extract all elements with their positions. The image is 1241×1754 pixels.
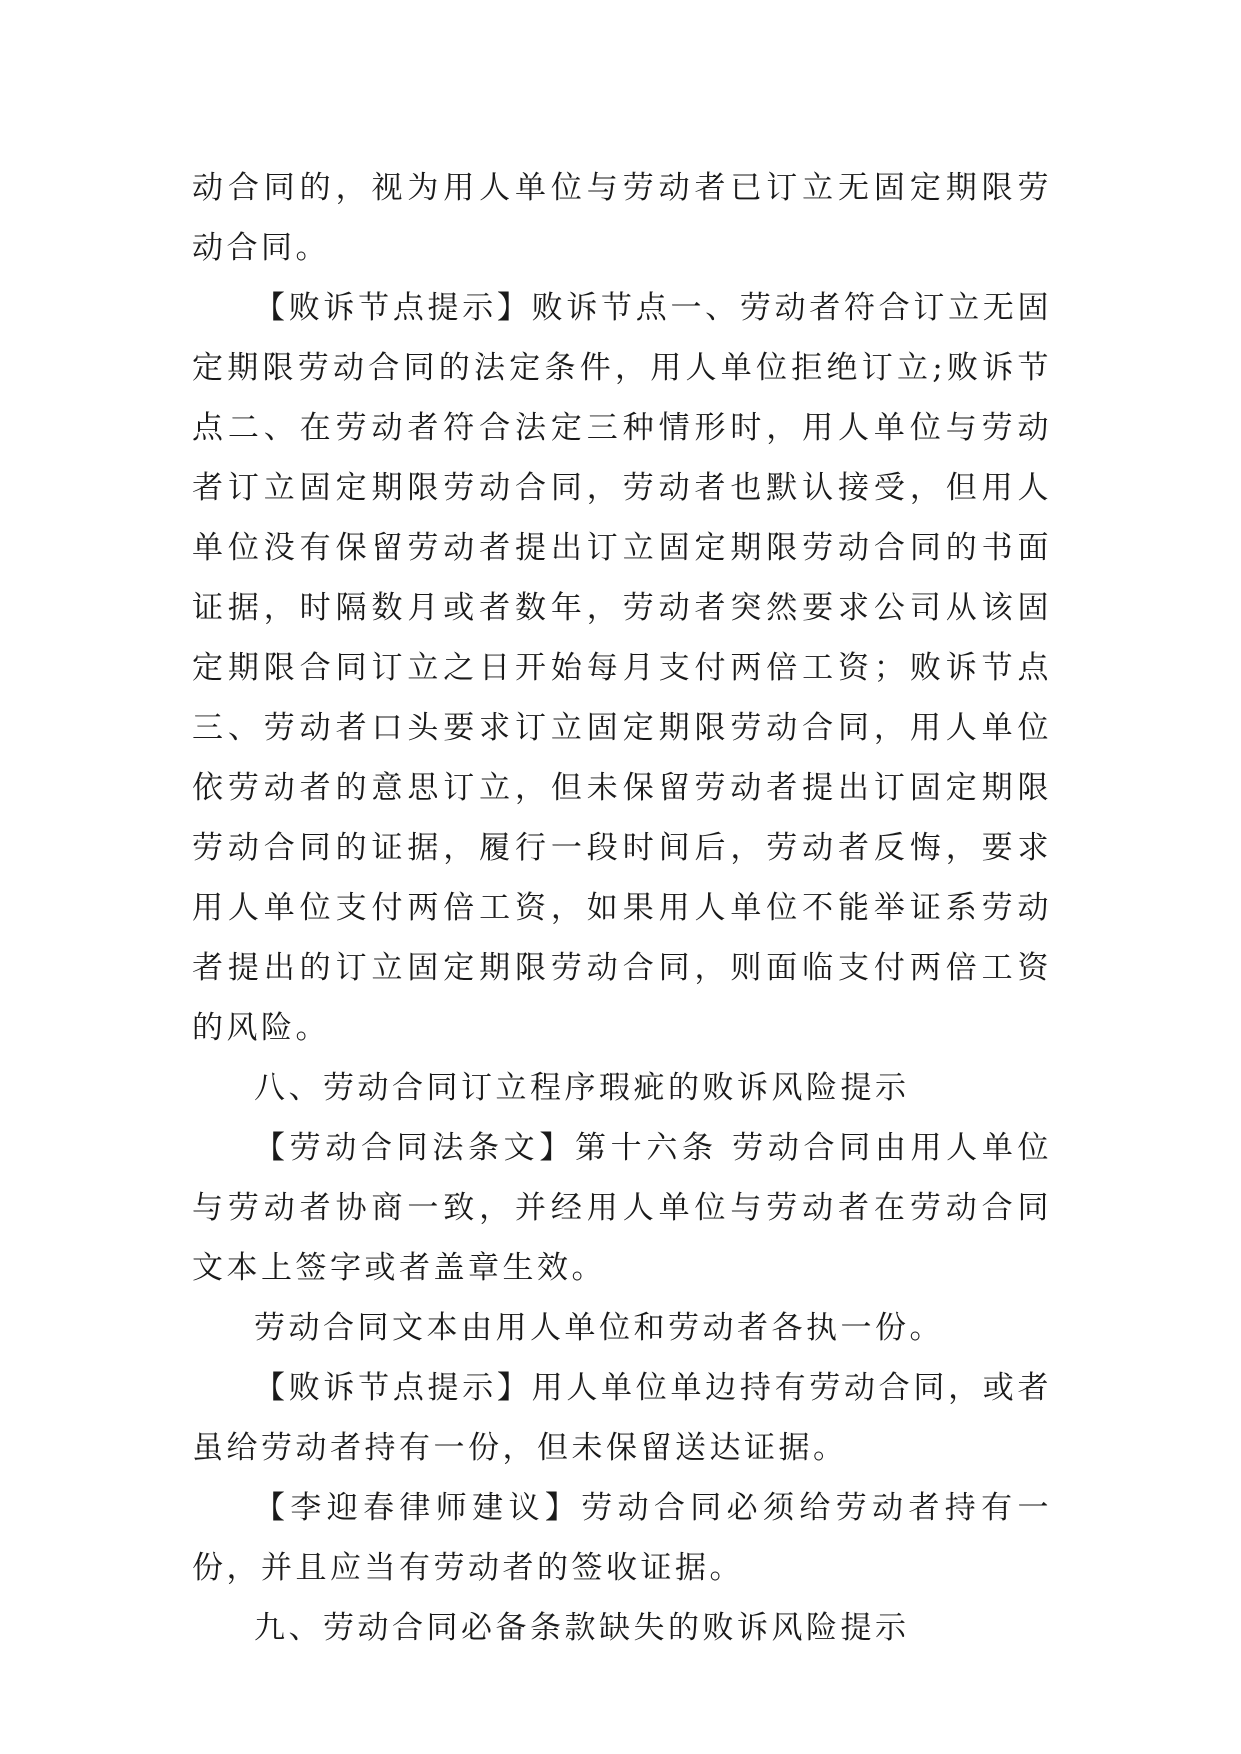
- paragraph-contract-continuation: 动合同的，视为用人单位与劳动者已订立无固定期限劳动合同。: [192, 170, 1052, 266]
- section-heading-nine: 九、劳动合同必备条款缺失的败诉风险提示: [254, 1610, 910, 1646]
- paragraph-lawyer-advice: 【李迎春律师建议】劳动合同必须给劳动者持有一份，并且应当有劳动者的签收证据。: [192, 1490, 1052, 1586]
- document-body: [192, 158, 1052, 1658]
- section-heading-eight: 八、劳动合同订立程序瑕疵的败诉风险提示: [254, 1070, 910, 1106]
- paragraph-loss-node-tips: 【败诉节点提示】败诉节点一、劳动者符合订立无固定期限劳动合同的法定条件，用人单位拒绝订立;败诉节点二、在劳动者符合法定三种情形时，用人单位与劳动者订立固定期限劳动合同，劳动者也默认接受，但用人单位没有保留劳动者提出订立固定期限劳动合同的书面证据，时隔数月或者数年，劳动者突然要求公司从该固定期限合同订立之日开始每月支付两倍工资；败诉节点三、劳动者口头要求订立固定期限劳动合同，用人单位依劳动者的意思订立，但未保留劳动者提出订固定期限劳动合同的证据，履行一段时间后，劳动者反悔，要求用人单位支付两倍工资，如果用人单位不能举证系劳动者提出的订立固定期限劳动合同，则面临支付两倍工资的风险。: [192, 290, 1052, 1046]
- paragraph-contract-copies: 劳动合同文本由用人单位和劳动者各执一份。: [254, 1310, 944, 1346]
- paragraph-article-sixteen: 【劳动合同法条文】第十六条 劳动合同由用人单位与劳动者协商一致，并经用人单位与劳动者在劳动合同文本上签字或者盖章生效。: [192, 1130, 1052, 1286]
- paragraph-loss-node-tip-delivery: 【败诉节点提示】用人单位单边持有劳动合同，或者虽给劳动者持有一份，但未保留送达证据。: [192, 1370, 1052, 1466]
